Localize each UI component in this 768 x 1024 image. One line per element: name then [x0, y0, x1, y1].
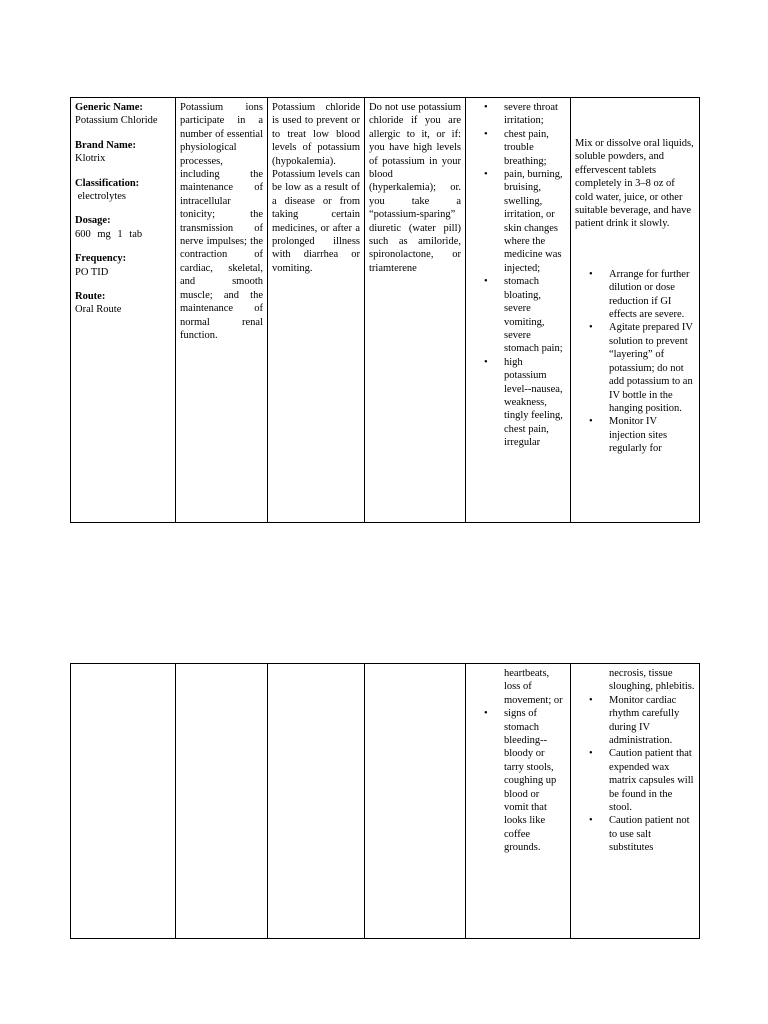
list-item: • high potassium level--nausea, weakness, tingly feeling, chest pain, irregular	[504, 356, 566, 450]
mechanism-text: Potassium ions participate in a number of essential physiological processes, including the maintenance of intracellular tonicity; the transmission of nerve impulses; the contraction of cardiac, skeletal, and smooth muscle; and the maintenance of normal renal function.	[180, 102, 263, 341]
route-value: Oral Route	[75, 304, 122, 316]
frequency-field	[75, 252, 171, 279]
list-item: • Agitate prepared IV solution to prevent “layering” of potassium; do not add potassium to an IV bottle in the hanging position.	[609, 321, 695, 415]
classification-field	[75, 177, 171, 204]
side-effects-list	[470, 707, 566, 854]
nursing-list	[575, 268, 695, 456]
table-row	[71, 664, 700, 939]
side-effects-continued-text: heartbeats, loss of movement; or	[504, 668, 563, 706]
side-effects-cell	[466, 664, 571, 939]
nursing-responsibilities-cell	[571, 664, 700, 939]
route-field	[75, 290, 171, 317]
list-item: • Monitor IV injection sites regularly for	[609, 415, 695, 455]
generic-name-value: Potassium Chloride	[75, 115, 158, 127]
nursing-list	[575, 694, 695, 855]
frequency-value: PO TID	[75, 266, 109, 278]
nursing-intro-text: Mix or dissolve oral liquids, soluble powders, and effervescent tablets completely in 3–8 oz of cold water, juice, or other suitable beverage, and have patient drink it slowly.	[575, 138, 694, 230]
nursing-responsibilities-cell	[571, 98, 700, 523]
side-effects-list	[470, 101, 566, 450]
dosage-field	[75, 214, 171, 241]
table-row	[71, 98, 700, 523]
side-effects-cell	[466, 98, 571, 523]
drug-info-cell	[71, 98, 176, 523]
dosage-label: Dosage:	[75, 215, 111, 227]
brand-name-field	[75, 139, 171, 166]
list-item: • Caution patient not to use salt substitutes	[609, 814, 695, 854]
mechanism-cell	[176, 98, 268, 523]
contraindication-text: Do not use potassium chloride if you are allergic to it, or if: you have high levels of potassium in your blood (hyperkalemia); or. you take a “potassium-sparing” diuretic (water pill) such as amiloride, spironolactone, or triamterene	[369, 102, 461, 274]
route-label: Route:	[75, 291, 106, 303]
list-item: • Caution patient that expended wax matrix capsules will be found in the stool.	[609, 747, 695, 814]
frequency-label: Frequency:	[75, 253, 127, 265]
brand-name-label: Brand Name:	[75, 139, 136, 151]
indication-cell	[268, 98, 365, 523]
contraindication-cell	[365, 98, 466, 523]
nursing-continued-text: necrosis, tissue sloughing, phlebitis.	[609, 668, 695, 693]
drug-study-table-page-1	[70, 97, 700, 523]
brand-name-value: Klotrix	[75, 153, 106, 165]
drug-study-table-page-2	[70, 663, 700, 939]
empty-cell	[71, 664, 176, 939]
list-item: • stomach bloating, severe vomiting, severe stomach pain;	[504, 275, 566, 355]
indication-text: Potassium chloride is used to prevent or to treat low blood levels of potassium (hypokalemia). Potassium levels can be low as a result of a disease or from taking certain medicines, or after a prolonged illness with diarrhea or vomiting.	[272, 102, 360, 274]
list-item: • signs of stomach bleeding--bloody or tarry stools, coughing up blood or vomit that looks like coffee grounds.	[504, 707, 566, 854]
list-item: • severe throat irritation;	[504, 101, 566, 128]
dosage-value: 600 mg 1 tab	[75, 228, 143, 240]
list-item: • Monitor cardiac rhythm carefully during IV administration.	[609, 694, 695, 748]
empty-cell	[365, 664, 466, 939]
generic-name-field	[75, 101, 171, 128]
classification-value: electrolytes	[75, 191, 127, 203]
list-item: • pain, burning, bruising, swelling, irritation, or skin changes where the medicine was injected;	[504, 168, 566, 275]
list-item: • Arrange for further dilution or dose reduction if GI effects are severe.	[609, 268, 695, 322]
empty-cell	[268, 664, 365, 939]
list-item: • chest pain, trouble breathing;	[504, 128, 566, 168]
classification-label: Classification:	[75, 177, 140, 189]
empty-cell	[176, 664, 268, 939]
generic-name-label: Generic Name:	[75, 102, 143, 113]
